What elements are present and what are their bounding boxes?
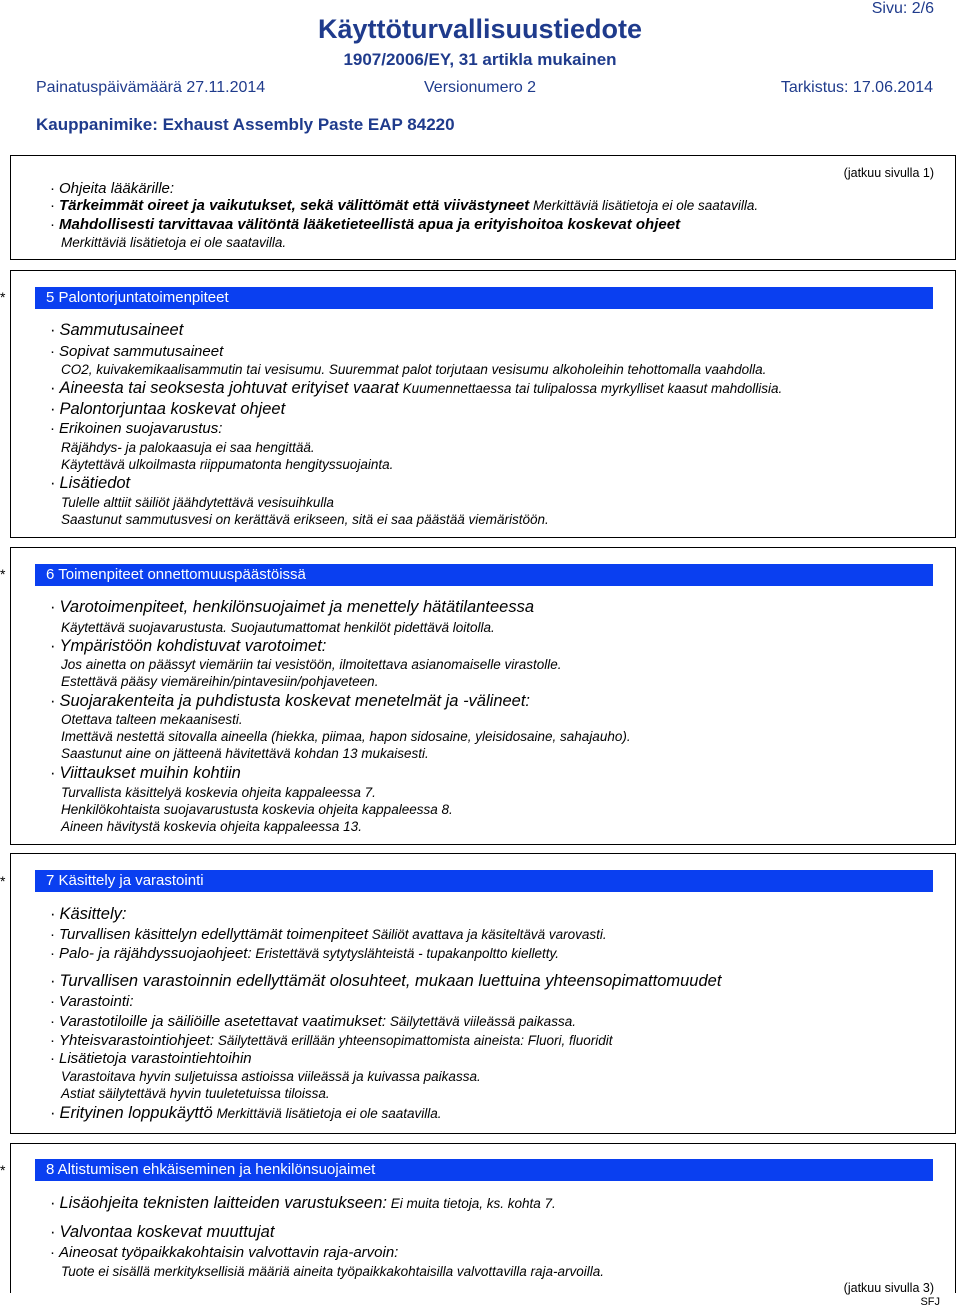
sec6-line: Otettava talteen mekaanisesti. xyxy=(61,712,243,727)
sec5-line: · Palontorjuntaa koskevat ohjeet xyxy=(50,400,286,418)
trade-name: Kauppanimike: Exhaust Assembly Paste EAP 84220 xyxy=(36,115,455,134)
section-8-heading: 8 Altistumisen ehkäiseminen ja henkilönsuojaimet xyxy=(35,1159,933,1181)
revision-star: * xyxy=(0,566,6,582)
sec7-line: · Yhteisvarastointiohjeet: Säilytettävä erillään yhteensopimattomista aineista: Fluori, fluoridit xyxy=(50,1032,613,1049)
continued-to: (jatkuu sivulla 3) xyxy=(843,1281,934,1295)
section-5-heading: 5 Palontorjuntatoimenpiteet xyxy=(35,287,933,309)
version-number: Versionumero 2 xyxy=(424,79,537,96)
sec6-line: · Varotoimenpiteet, henkilönsuojaimet ja menettely hätätilanteessa xyxy=(50,598,535,616)
sec6-line: Turvallista käsittelyä koskevia ohjeita kappaleessa 7. xyxy=(61,785,376,800)
continued-from: (jatkuu sivulla 1) xyxy=(843,166,934,180)
section-6-heading: 6 Toimenpiteet onnettomuuspäästöissä xyxy=(35,564,933,586)
revision-star: * xyxy=(0,289,6,305)
sec7-line: · Varastointi: xyxy=(50,993,134,1010)
sec6-line: · Viittaukset muihin kohtiin xyxy=(50,764,241,782)
section-7-heading: 7 Käsittely ja varastointi xyxy=(35,870,933,892)
sec8-line: · Lisäohjeita teknisten laitteiden varustukseen: Ei muita tietoja, ks. kohta 7. xyxy=(50,1194,556,1212)
sec4-line: · Tärkeimmät oireet ja vaikutukset, sekä välittömät että viivästyneet Merkittäviä lisätietoja ei ole saatavilla. xyxy=(50,197,759,214)
sec7-line: · Turvallisen varastoinnin edellyttämät olosuhteet, mukaan luettuina yhteensopimattomuudet xyxy=(50,972,722,990)
sec7-line: · Palo- ja räjähdyssuojaohjeet: Eristettävä sytytyslähteistä - tupakanpoltto kielletty. xyxy=(50,945,560,962)
sec4-line: · Ohjeita lääkärille: xyxy=(50,180,175,197)
sec6-line: Henkilökohtaista suojavarustusta koskevia ohjeita kappaleessa 8. xyxy=(61,802,453,817)
sec8-line: Tuote ei sisällä merkityksellisiä määriä aineita työpaikkakohtaisilla valvottavilla raja-arvoilla. xyxy=(61,1264,604,1279)
sec7-line: · Erityinen loppukäyttö Merkittäviä lisätietoja ei ole saatavilla. xyxy=(50,1104,442,1122)
sec7-line: · Lisätietoja varastointiehtoihin xyxy=(50,1050,252,1067)
regulation-subtitle: 1907/2006/EY, 31 artikla mukainen xyxy=(343,50,617,69)
page-number: Sivu: 2/6 xyxy=(871,0,934,17)
sec8-line: · Aineosat työpaikkakohtaisin valvottavin raja-arvoin: xyxy=(50,1244,399,1261)
sec6-line: Estettävä pääsy viemäreihin/pintavesiin/pohjaveteen. xyxy=(61,674,379,689)
sec5-line: Saastunut sammutusvesi on kerättävä erikseen, sitä ei saa päästää viemäristöön. xyxy=(61,512,549,527)
sec7-line: · Varastotiloille ja säiliöille asetettavat vaatimukset: Säilytettävä viileässä paikassa. xyxy=(50,1013,576,1030)
sec6-line: Käytettävä suojavarustusta. Suojautumattomat henkilöt pidettävä loitolla. xyxy=(61,620,495,635)
sec6-line: · Ympäristöön kohdistuvat varotoimet: xyxy=(50,637,327,655)
revision-star: * xyxy=(0,873,6,889)
footer-code: SFJ xyxy=(920,1296,940,1308)
sec4-line: · Mahdollisesti tarvittavaa välitöntä lääketieteellistä apua ja erityishoitoa koskevat ohjeet xyxy=(50,216,681,233)
sec4-line: Merkittäviä lisätietoja ei ole saatavilla. xyxy=(61,235,287,250)
sec5-line: · Sopivat sammutusaineet xyxy=(50,343,224,360)
sec7-line: Astiat säilytettävä hyvin tuuletetuissa tiloissa. xyxy=(61,1086,330,1101)
sec7-line: · Käsittely: xyxy=(50,905,127,923)
sec5-line: · Lisätiedot xyxy=(50,474,131,492)
revision-star: * xyxy=(0,1162,6,1178)
sec5-line: · Aineesta tai seoksesta johtuvat erityiset vaarat Kuumennettaessa tai tulipalossa myrkylliset kaasut mahdollisia. xyxy=(50,379,783,397)
sec6-line: · Suojarakenteita ja puhdistusta koskevat menetelmät ja -välineet: xyxy=(50,692,531,710)
sec5-line: Räjähdys- ja palokaasuja ei saa hengittää. xyxy=(61,440,315,455)
document-title: Käyttöturvallisuustiedote xyxy=(317,14,643,44)
sec6-line: Saastunut aine on jätteenä hävitettävä kohdan 13 mukaisesti. xyxy=(61,746,429,761)
revision-date: Tarkistus: 17.06.2014 xyxy=(780,79,933,96)
sec5-line: CO2, kuivakemikaalisammutin tai vesisumu. Suuremmat palot torjutaan vesisumu alkoholeihin tehottomalla vaahdolla. xyxy=(61,362,767,377)
sec5-line: Käytettävä ulkoilmasta riippumatonta hengityssuojainta. xyxy=(61,457,394,472)
sec7-line: · Turvallisen käsittelyn edellyttämät toimenpiteet Säiliöt avattava ja käsiteltävä varovasti. xyxy=(50,926,607,943)
sec5-line: Tulelle alttiit säiliöt jäähdytettävä vesisuihkulla xyxy=(61,495,334,510)
sec6-line: Imettävä nestettä sitovalla aineella (hiekka, piimaa, hapon sidosaine, yleisidosaine, sahajauho). xyxy=(61,729,631,744)
sec6-line: Jos ainetta on päässyt viemäriin tai vesistöön, ilmoitettava asianomaiselle virastolle. xyxy=(61,657,562,672)
sec6-line: Aineen hävitystä koskevia ohjeita kappaleessa 13. xyxy=(61,819,362,834)
sec5-line: · Sammutusaineet xyxy=(50,321,184,339)
sec5-line: · Erikoinen suojavarustus: xyxy=(50,420,223,437)
print-date: Painatuspäivämäärä 27.11.2014 xyxy=(36,79,266,96)
sec8-line: · Valvontaa koskevat muuttujat xyxy=(50,1223,275,1241)
sec7-line: Varastoitava hyvin suljetuissa astioissa viileässä ja kuivassa paikassa. xyxy=(61,1069,481,1084)
